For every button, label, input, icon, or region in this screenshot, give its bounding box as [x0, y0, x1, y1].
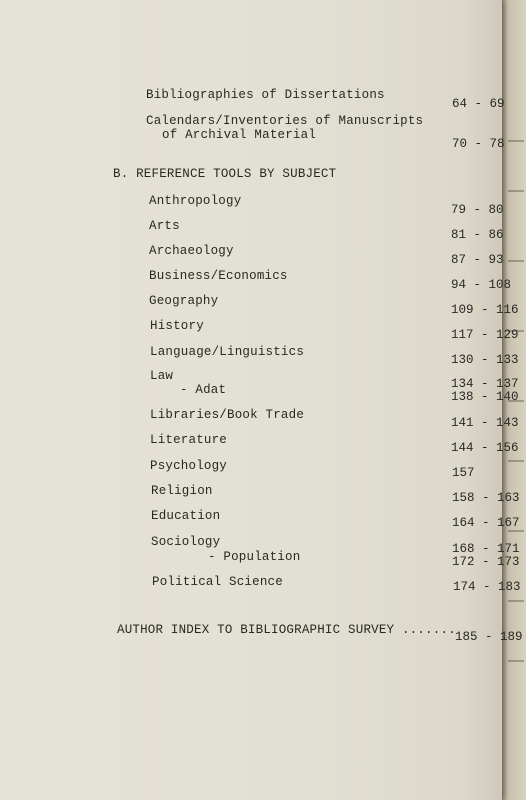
author-index-label: AUTHOR INDEX TO BIBLIOGRAPHIC SURVEY .......	[117, 623, 456, 637]
toc-entry-pages: 138 - 140	[451, 390, 519, 404]
toc-entry-label: Archaeology	[149, 244, 234, 258]
toc-entry-pages: 81 - 86	[451, 228, 504, 242]
toc-entry-pages: 158 - 163	[452, 491, 520, 505]
toc-entry-pages: 157	[452, 466, 475, 480]
toc-subentry-label: - Population	[208, 550, 301, 564]
toc-entry-label: History	[150, 319, 204, 333]
toc-entry-pages: 141 - 143	[451, 416, 519, 430]
toc-entry-pages: 87 - 93	[451, 253, 504, 267]
toc-entry-label: Libraries/Book Trade	[150, 408, 305, 422]
toc-entry-pages: 164 - 167	[452, 516, 520, 530]
toc-entry-label: Language/Linguistics	[150, 345, 305, 359]
toc-entry-pages: 117 - 129	[451, 328, 519, 342]
toc-subentry-label: - Adat	[180, 383, 227, 397]
toc-entry-label: Religion	[151, 484, 213, 498]
toc-entry-pages: 130 - 133	[451, 353, 519, 367]
toc-entry-label: Sociology	[151, 535, 221, 549]
toc-entry-label-continued: of Archival Material	[162, 128, 317, 142]
toc-entry-label: Bibliographies of Dissertations	[146, 88, 385, 102]
toc-entry-label: Psychology	[150, 459, 228, 473]
toc-entry-label: Geography	[149, 294, 219, 308]
toc-entry-pages: 94 - 108	[451, 278, 512, 292]
toc-entry-pages: 174 - 183	[453, 580, 521, 594]
toc-entry-pages: 134 - 137	[451, 377, 519, 391]
toc-entry-label: Political Science	[152, 575, 283, 589]
toc-entry-pages: 109 - 116	[451, 303, 519, 317]
toc-entry-label: Literature	[150, 433, 228, 447]
toc-entry-pages: 172 - 173	[452, 555, 520, 569]
toc-entry-label: Law	[150, 369, 174, 383]
toc-entry-pages: 70 - 78	[452, 137, 505, 151]
toc-entry-label: Business/Economics	[149, 269, 288, 283]
toc-entry-label: Calendars/Inventories of Manuscripts	[146, 114, 424, 128]
toc-entry-pages: 144 - 156	[451, 441, 519, 455]
toc-entry-pages: 79 - 80	[451, 203, 504, 217]
section-heading: B. REFERENCE TOOLS BY SUBJECT	[113, 167, 337, 181]
toc-entry-label: Arts	[149, 219, 180, 233]
toc-entry-pages: 64 - 69	[452, 97, 505, 111]
toc-entry-label: Anthropology	[149, 194, 242, 208]
toc-entry-pages: 185 - 189	[455, 630, 523, 644]
toc-entry-label: Education	[151, 509, 221, 523]
toc-entry-pages: 168 - 171	[452, 542, 520, 556]
